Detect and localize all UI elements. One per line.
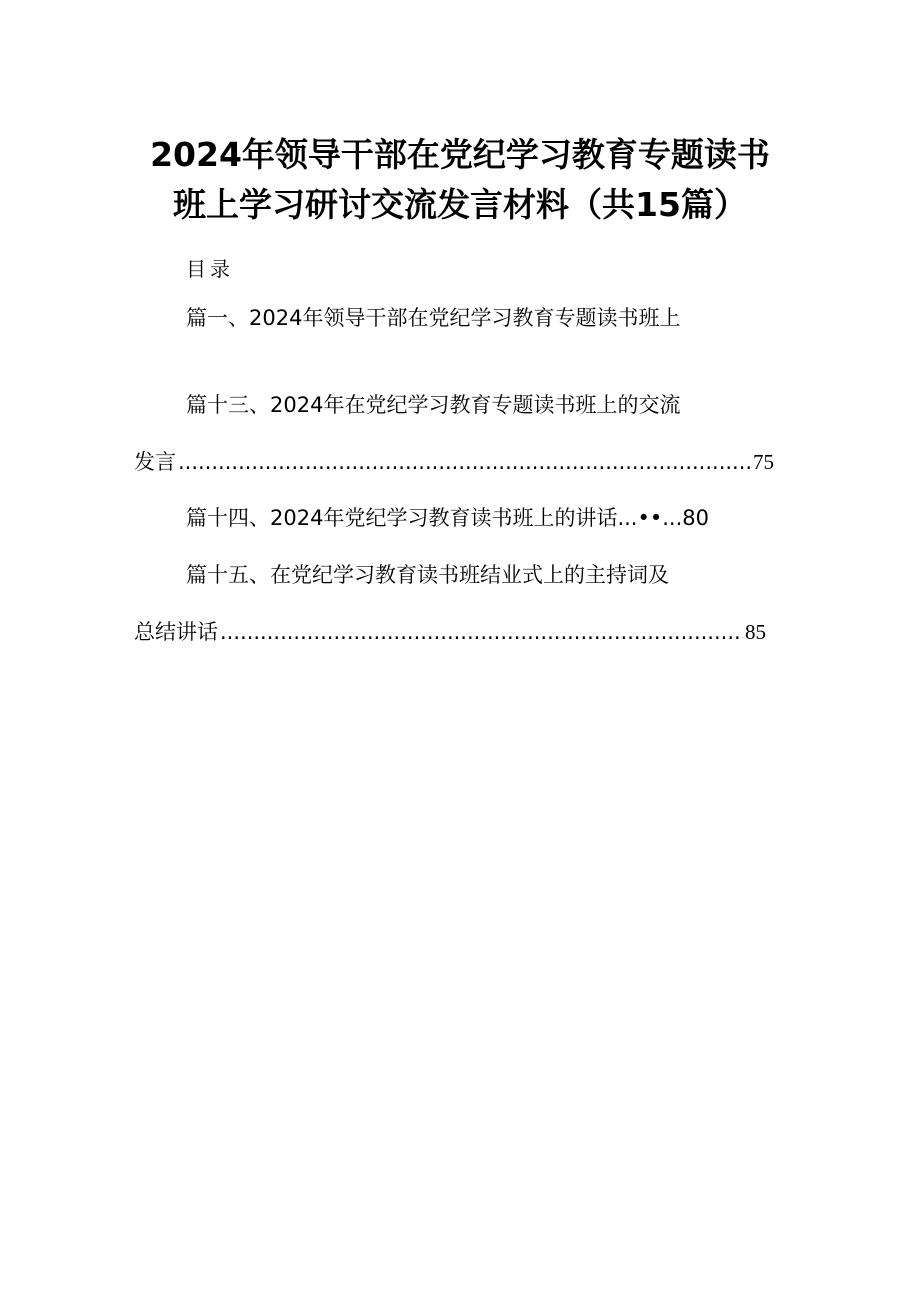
toc-entry-14[interactable]: 篇十四、2024年党纪学习教育读书班上的讲话...••...80 — [186, 506, 709, 530]
toc-entry-15[interactable]: 篇十五、在党纪学习教育读书班结业式上的主持词及 — [186, 563, 669, 587]
toc-entry-13[interactable]: 篇十三、2024年在党纪学习教育专题读书班上的交流 — [186, 393, 681, 417]
toc-label: 目录 — [186, 257, 234, 281]
title-line-1: 2024年领导干部在党纪学习教育专题读书 — [150, 135, 770, 174]
leader-dots — [220, 617, 743, 647]
toc-entry-15-continuation[interactable] — [134, 617, 766, 647]
toc-entry-13-page-number: 75 — [753, 450, 774, 474]
toc-entry-15-page-number: 85 — [745, 620, 766, 644]
toc-entry-1[interactable]: 篇一、2024年领导干部在党纪学习教育专题读书班上 — [186, 306, 681, 330]
toc-entry-13-continuation-text: 发言 — [134, 450, 176, 474]
toc-entry-15-continuation-text: 总结讲话 — [134, 620, 218, 644]
leader-dots — [178, 447, 751, 477]
title-line-2: 班上学习研讨交流发言材料（共15篇） — [173, 185, 747, 224]
toc-entry-13-continuation[interactable] — [134, 447, 774, 477]
document-title — [60, 130, 860, 230]
